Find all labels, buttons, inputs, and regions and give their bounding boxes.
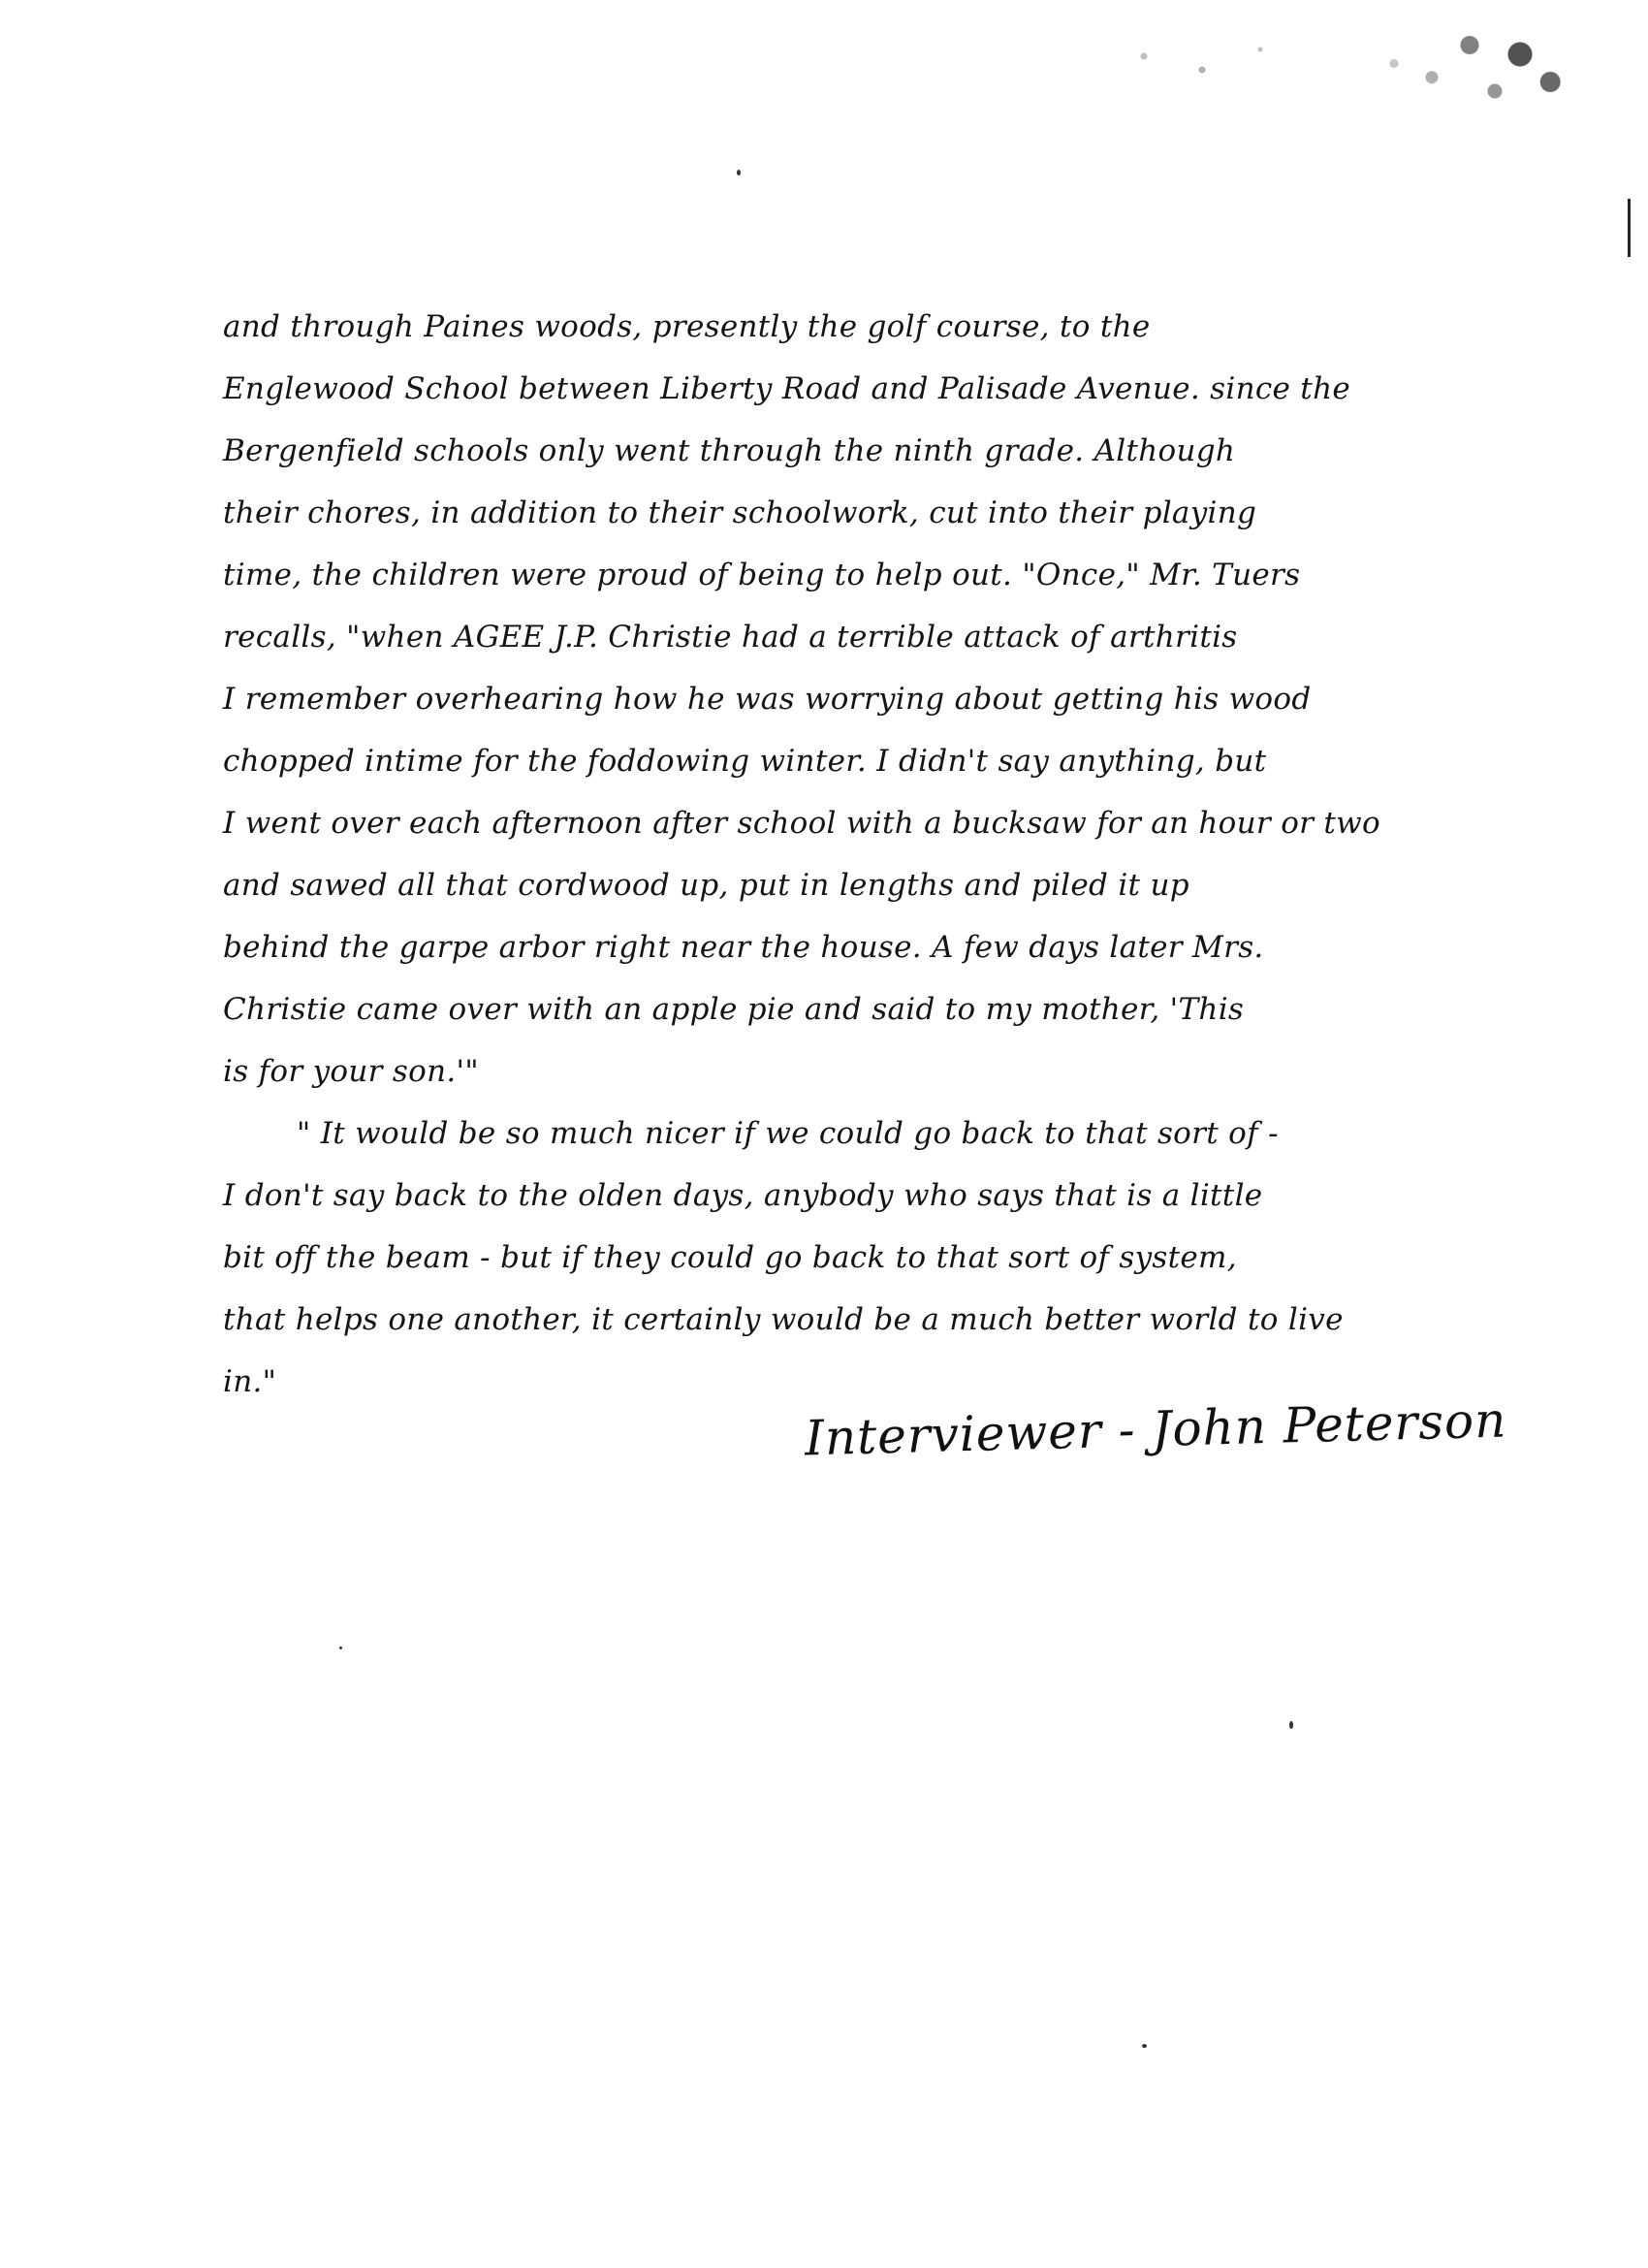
text-line: Bergenfield schools only went through the ninth grade. Although (223, 433, 1236, 468)
text-line: I don't say back to the olden days, anybody who says that is a little (223, 1178, 1263, 1213)
speck (339, 1646, 342, 1649)
text-line: is for your son.'" (223, 1054, 479, 1089)
scan-artifact-faint (1105, 29, 1299, 97)
text-line: in." (223, 1364, 277, 1399)
text-line: bit off the beam - but if they could go back to that sort of system, (223, 1240, 1237, 1275)
text-line: Christie came over with an apple pie and said to my mother, 'This (223, 992, 1245, 1027)
letter-body (223, 296, 1386, 1413)
speck (1289, 1721, 1293, 1729)
edge-mark (1628, 199, 1631, 257)
text-line: and sawed all that cordwood up, put in lengths and piled it up (223, 868, 1189, 903)
speck (737, 170, 741, 176)
text-line: their chores, in addition to their schoolwork, cut into their playing (223, 495, 1257, 530)
text-line: Englewood School between Liberty Road and Palisade Avenue. since the (223, 371, 1350, 406)
speck (1142, 2044, 1147, 2048)
text-line: I remember overhearing how he was worrying about getting his wood (223, 682, 1312, 717)
signature: Interviewer - John Peterson (804, 1391, 1507, 1467)
text-line: that helps one another, it certainly would be a much better world to live (223, 1302, 1344, 1337)
text-line: I went over each afternoon after school with a bucksaw for an hour or two (223, 806, 1380, 841)
text-line: behind the garpe arbor right near the house. A few days later Mrs. (223, 930, 1264, 965)
text-line: chopped intime for the foddowing winter. I didn't say anything, but (223, 744, 1267, 779)
text-line: time, the children were proud of being to help out. "Once," Mr. Tuers (223, 558, 1301, 592)
scan-artifact (1318, 17, 1570, 110)
text-line: " It would be so much nicer if we could go back to that sort of - (297, 1116, 1279, 1151)
text-line: recalls, "when AGEE J.P. Christie had a terrible attack of arthritis (223, 620, 1238, 655)
text-line: and through Paines woods, presently the golf course, to the (223, 309, 1151, 344)
